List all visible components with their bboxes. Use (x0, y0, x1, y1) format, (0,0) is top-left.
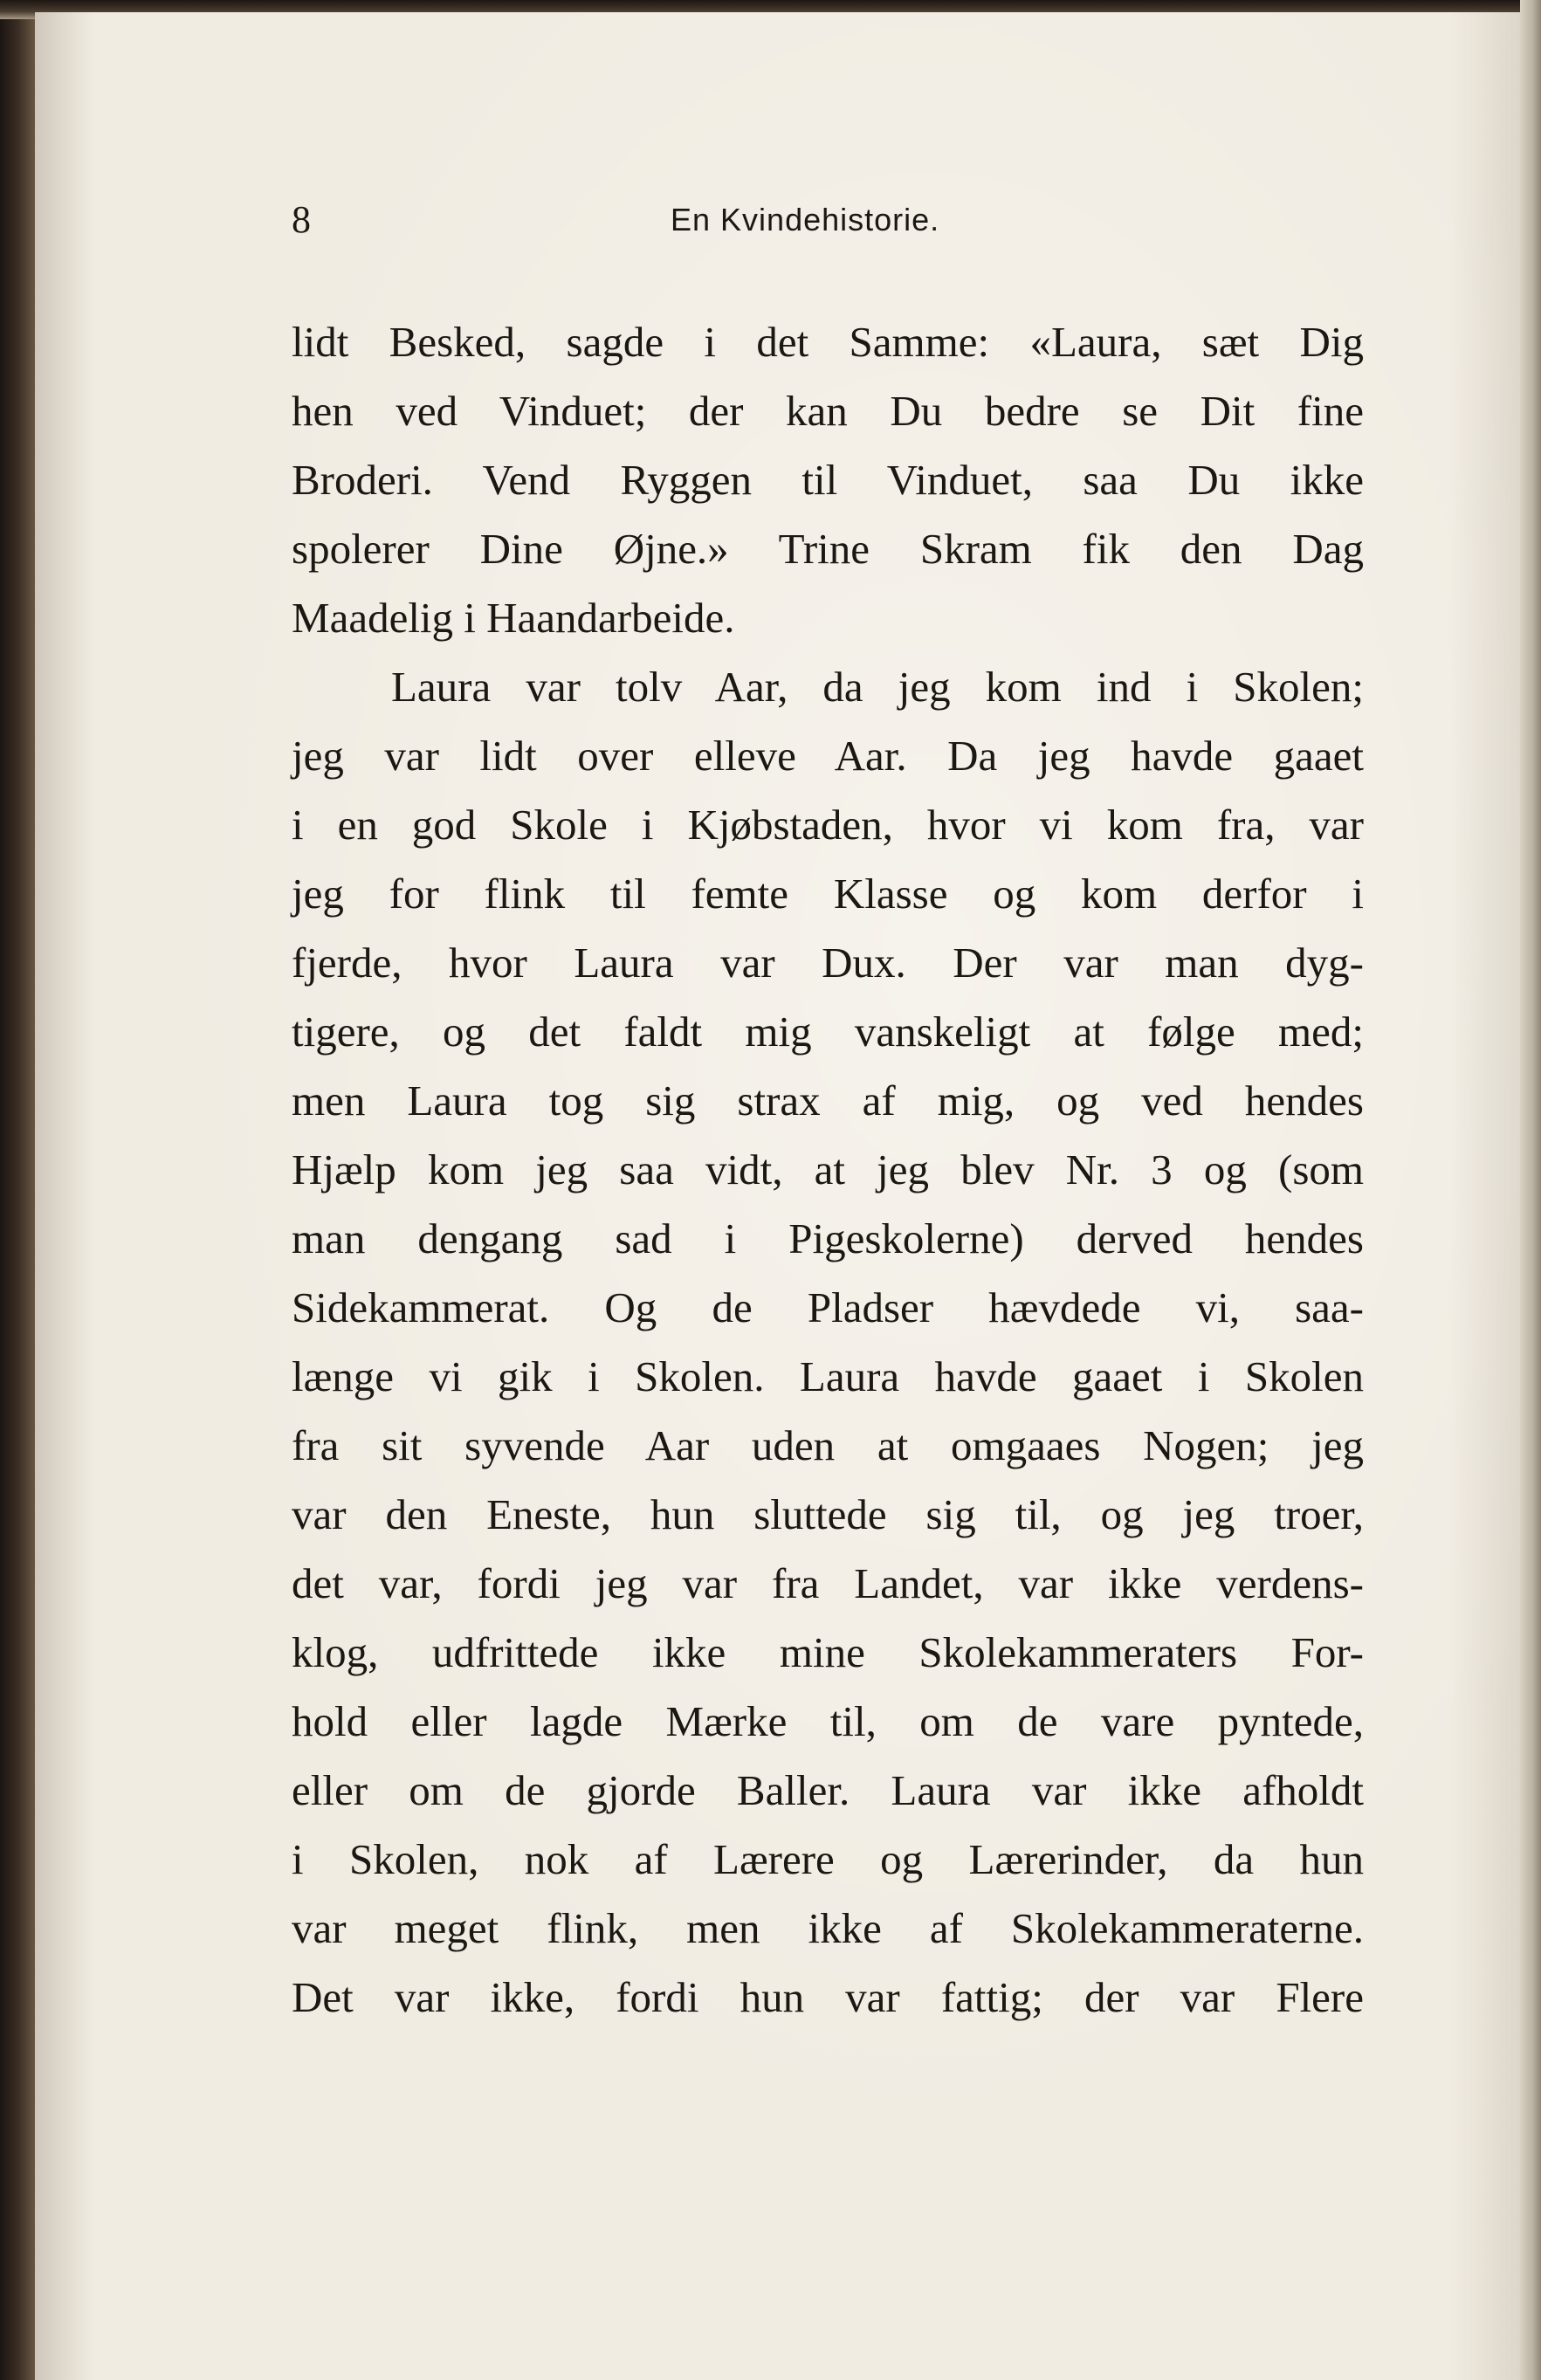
text-line: Det var ikke, fordi hun var fattig; der var Flere (292, 1973, 1364, 2021)
text-line: spolerer Dine Øjne.» Trine Skram fik den Dag (292, 525, 1364, 573)
text-line: var meget flink, men ikke af Skolekammeraterne. (292, 1904, 1364, 1952)
page-number: 8 (292, 198, 311, 241)
text-line: klog, udfrittede ikke mine Skolekammeraters For- (292, 1628, 1364, 1676)
text-line: jeg var lidt over elleve Aar. Da jeg havde gaaet (292, 732, 1364, 780)
text-line: i Skolen, nok af Lærere og Lærerinder, da hun (292, 1835, 1364, 1883)
running-head (0, 194, 1541, 246)
text-line: hold eller lagde Mærke til, om de vare pyntede, (292, 1697, 1364, 1745)
text-line: jeg for flink til femte Klasse og kom derfor i (292, 870, 1364, 918)
text-line: i en god Skole i Kjøbstaden, hvor vi kom fra, var (292, 801, 1364, 849)
paragraph-first-line: Laura var tolv Aar, da jeg kom ind i Skolen; (391, 663, 1364, 711)
text-line: Sidekammerat. Og de Pladser hævdede vi, saa- (292, 1283, 1364, 1331)
page-edge-right (1520, 0, 1541, 2380)
running-title: En Kvindehistorie. (671, 202, 940, 237)
text-line: Broderi. Vend Ryggen til Vinduet, saa Du ikke (292, 456, 1364, 504)
text-line: var den Eneste, hun sluttede sig til, og jeg troer, (292, 1490, 1364, 1538)
text-line: fra sit syvende Aar uden at omgaaes Nogen; jeg (292, 1421, 1364, 1469)
text-line: fjerde, hvor Laura var Dux. Der var man dyg- (292, 939, 1364, 987)
text-line: man dengang sad i Pigeskolerne) derved hendes (292, 1214, 1364, 1262)
text-line: det var, fordi jeg var fra Landet, var ikke verdens- (292, 1559, 1364, 1607)
text-line: Hjælp kom jeg saa vidt, at jeg blev Nr. 3 og (som (292, 1145, 1364, 1193)
text-line: hen ved Vinduet; der kan Du bedre se Dit fine (292, 387, 1364, 435)
text-line: længe vi gik i Skolen. Laura havde gaaet i Skolen (292, 1352, 1364, 1400)
text-line: lidt Besked, sagde i det Samme: «Laura, sæt Dig (292, 318, 1364, 366)
text-line: tigere, og det faldt mig vanskeligt at følge med; (292, 1008, 1364, 1056)
body-text (292, 307, 1364, 2032)
paragraph-end-line: Maadelig i Haandarbeide. (292, 594, 735, 642)
text-line: men Laura tog sig strax af mig, og ved hendes (292, 1077, 1364, 1125)
text-line: eller om de gjorde Baller. Laura var ikke afholdt (292, 1766, 1364, 1814)
